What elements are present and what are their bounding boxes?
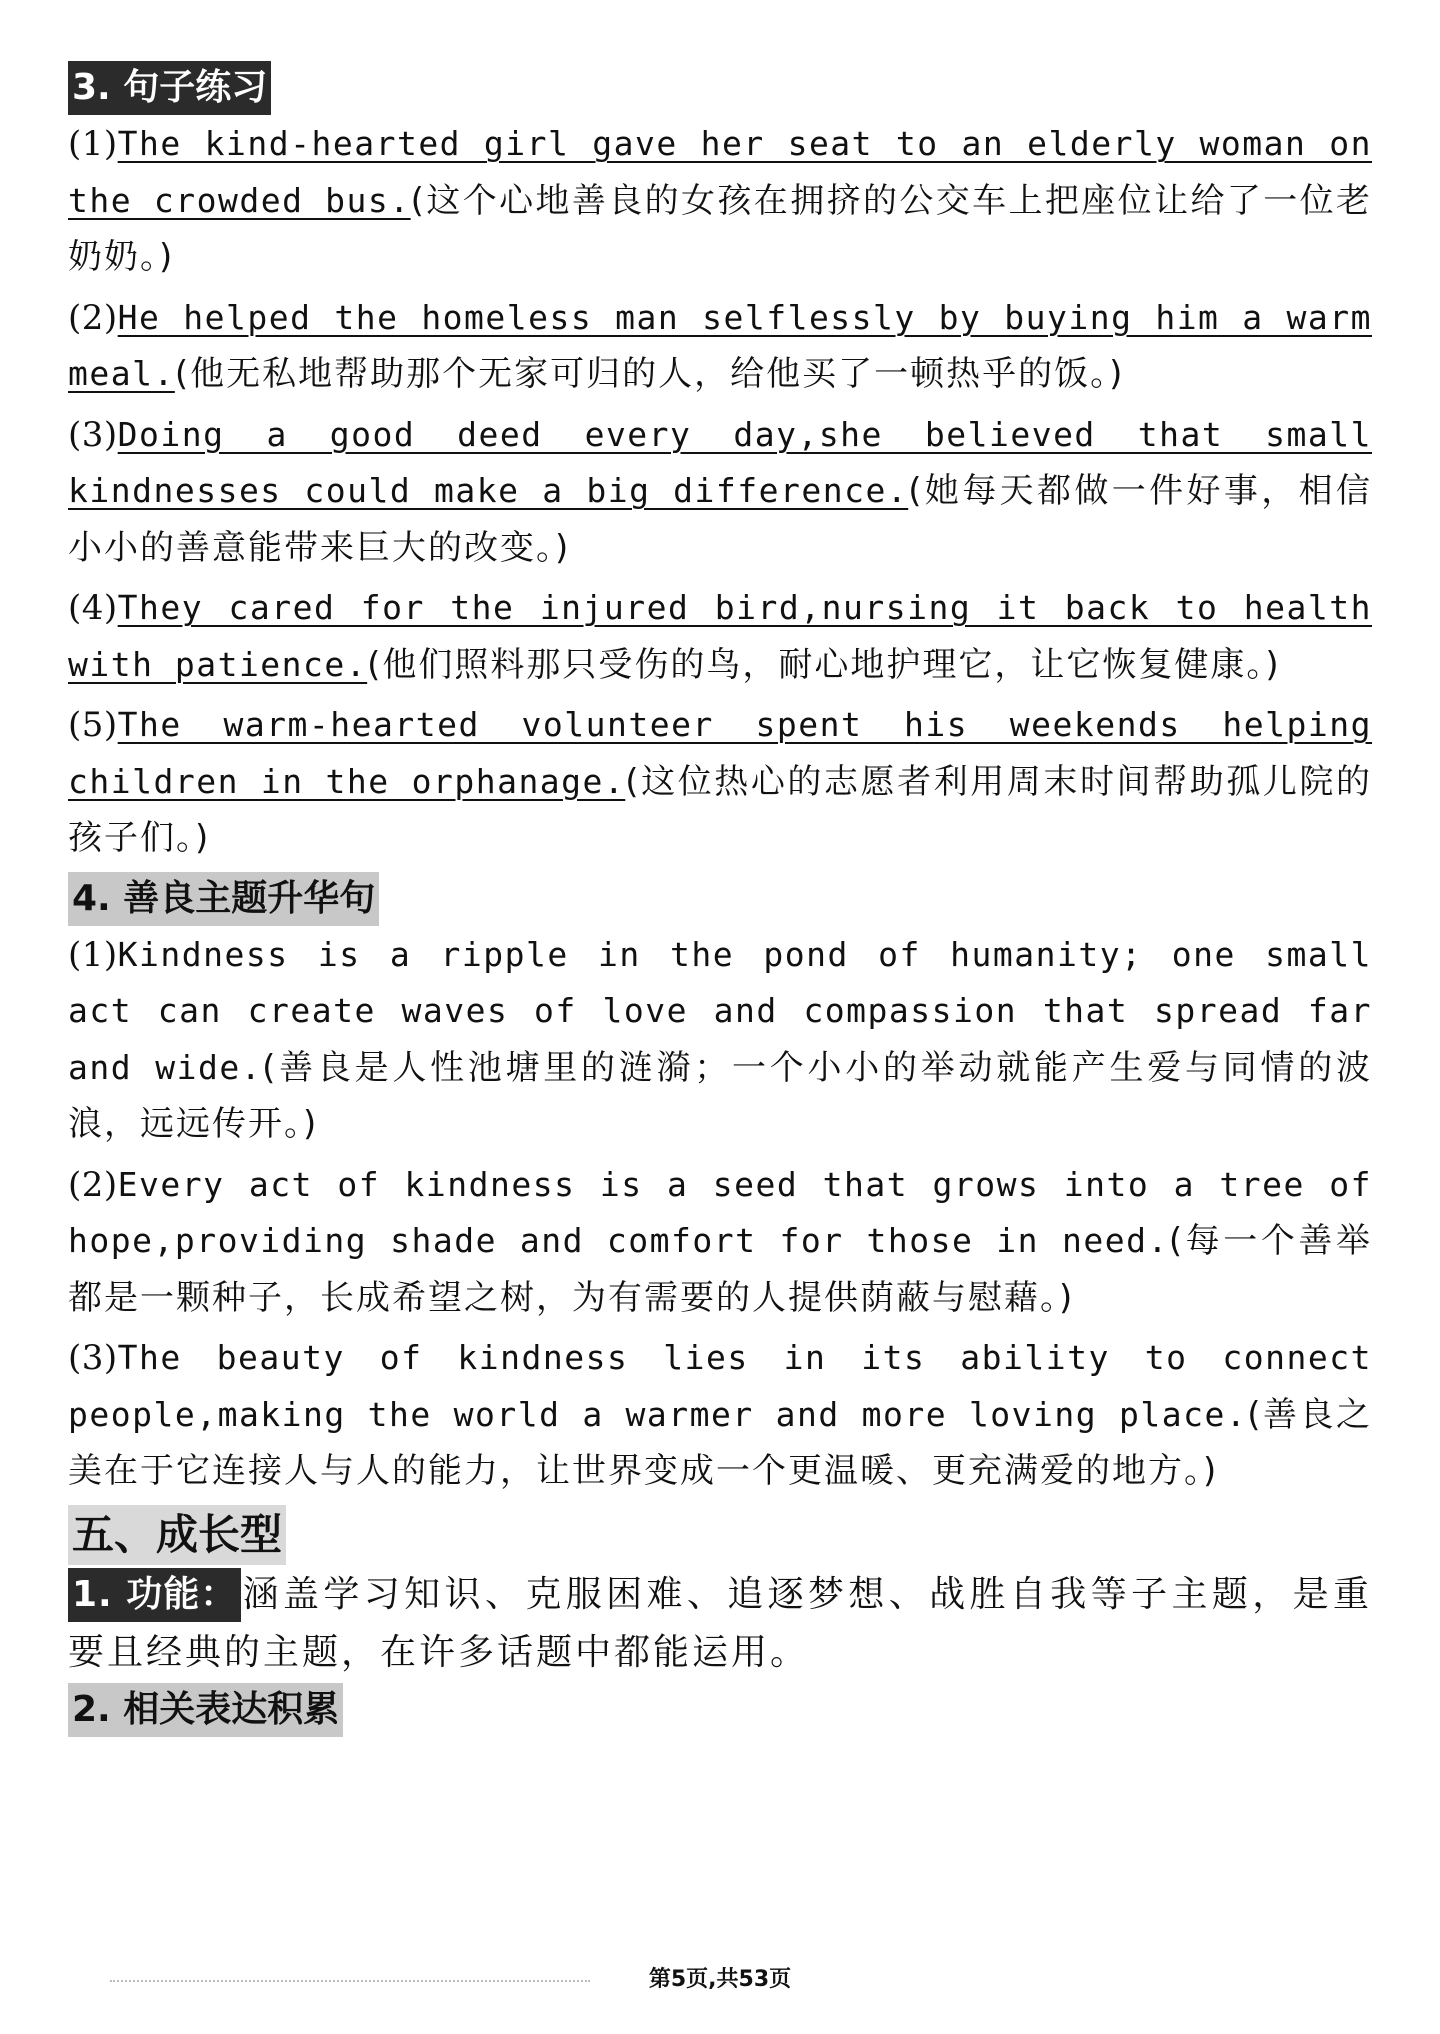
chinese-translation: (他们照料那只受伤的鸟，耐心地护理它，让它恢复健康。) (367, 644, 1281, 685)
english-sentence: Kindness is a ripple in the pond of humanity; one small act can create waves of love and compassion that spread far and wide. (68, 934, 1372, 1087)
function-paragraph (68, 1566, 1372, 1682)
section-5-heading (68, 1504, 1372, 1566)
sublimation-sentence-2 (68, 1157, 1372, 1327)
item-number: (2) (68, 297, 118, 338)
chinese-translation: (每一个善举都是一颗种子，长成希望之树，为有需要的人提供荫蔽与慰藉。) (68, 1221, 1372, 1318)
chinese-translation: (善良是人性池塘里的涟漪；一个小小的举动就能产生爱与同情的波浪，远远传开。) (68, 1047, 1372, 1144)
page-number-footer: 第5页,共53页 (648, 1967, 792, 1992)
item-number: (2) (68, 1164, 118, 1205)
sublimation-sentence-3 (68, 1330, 1372, 1500)
sentence-practice-item-1 (68, 116, 1372, 286)
chinese-translation: (这位热心的志愿者利用周末时间帮助孤儿院的孩子们。) (68, 761, 1372, 858)
english-sentence: He helped the homeless man selflessly by buying him a warm meal. (68, 297, 1372, 393)
sentence-practice-item-2 (68, 290, 1372, 403)
item-number: (1) (68, 124, 118, 164)
item-number: (3) (68, 414, 118, 455)
chinese-translation: (她每天都做一件好事，相信小小的善意能带来巨大的改变。) (68, 471, 1373, 568)
item-number: (1) (68, 934, 118, 975)
section-4-heading-text: 4. 善良主题升华句 (68, 872, 379, 926)
english-sentence: Every act of kindness is a seed that grows into a tree of hope,providing shade and comfort for those in need. (68, 1164, 1372, 1260)
english-sentence: They cared for the injured bird,nursing it back to health with patience. (68, 588, 1372, 684)
english-sentence: The warm-hearted volunteer spent his weekends helping children in the orphanage. (68, 705, 1372, 801)
chinese-translation: (善良之美在于它连接人与人的能力，让世界变成一个更温暖、更充满爱的地方。) (68, 1394, 1372, 1491)
document-page (68, 60, 1372, 1738)
sentence-practice-item-4 (68, 580, 1372, 693)
item-number: (4) (68, 588, 118, 628)
section-4-heading (68, 871, 1372, 927)
expressions-heading (68, 1682, 1372, 1738)
sentence-practice-item-5 (68, 697, 1372, 867)
chinese-translation: (这个心地善良的女孩在拥挤的公交车上把座位让给了一位老奶奶。) (68, 180, 1373, 277)
expressions-heading-text: 2. 相关表达积累 (68, 1683, 343, 1737)
item-number: (5) (68, 705, 118, 745)
function-text: 涵盖学习知识、克服困难、追逐梦想、战胜自我等子主题，是重要且经典的主题，在许多话题中都能运用。 (68, 1573, 1372, 1673)
item-number: (3) (68, 1338, 118, 1378)
section-5-heading-text: 五、成长型 (68, 1505, 286, 1565)
function-label: 1. 功能： (68, 1568, 241, 1622)
sentence-practice-item-3 (68, 407, 1372, 577)
english-sentence: The kind-hearted girl gave her seat to an elderly woman on the crowded bus. (68, 124, 1372, 220)
sublimation-sentence-1 (68, 927, 1372, 1153)
english-sentence: The beauty of kindness lies in its ability to connect people,making the world a warmer and more loving place. (68, 1338, 1372, 1434)
chinese-translation: (他无私地帮助那个无家可归的人，给他买了一顿热乎的饭。) (174, 354, 1125, 394)
section-3-heading-text: 3. 句子练习 (68, 61, 271, 115)
section-3-heading (68, 60, 1372, 116)
english-sentence: Doing a good deed every day,she believed that small kindnesses could make a big difference. (68, 414, 1372, 510)
